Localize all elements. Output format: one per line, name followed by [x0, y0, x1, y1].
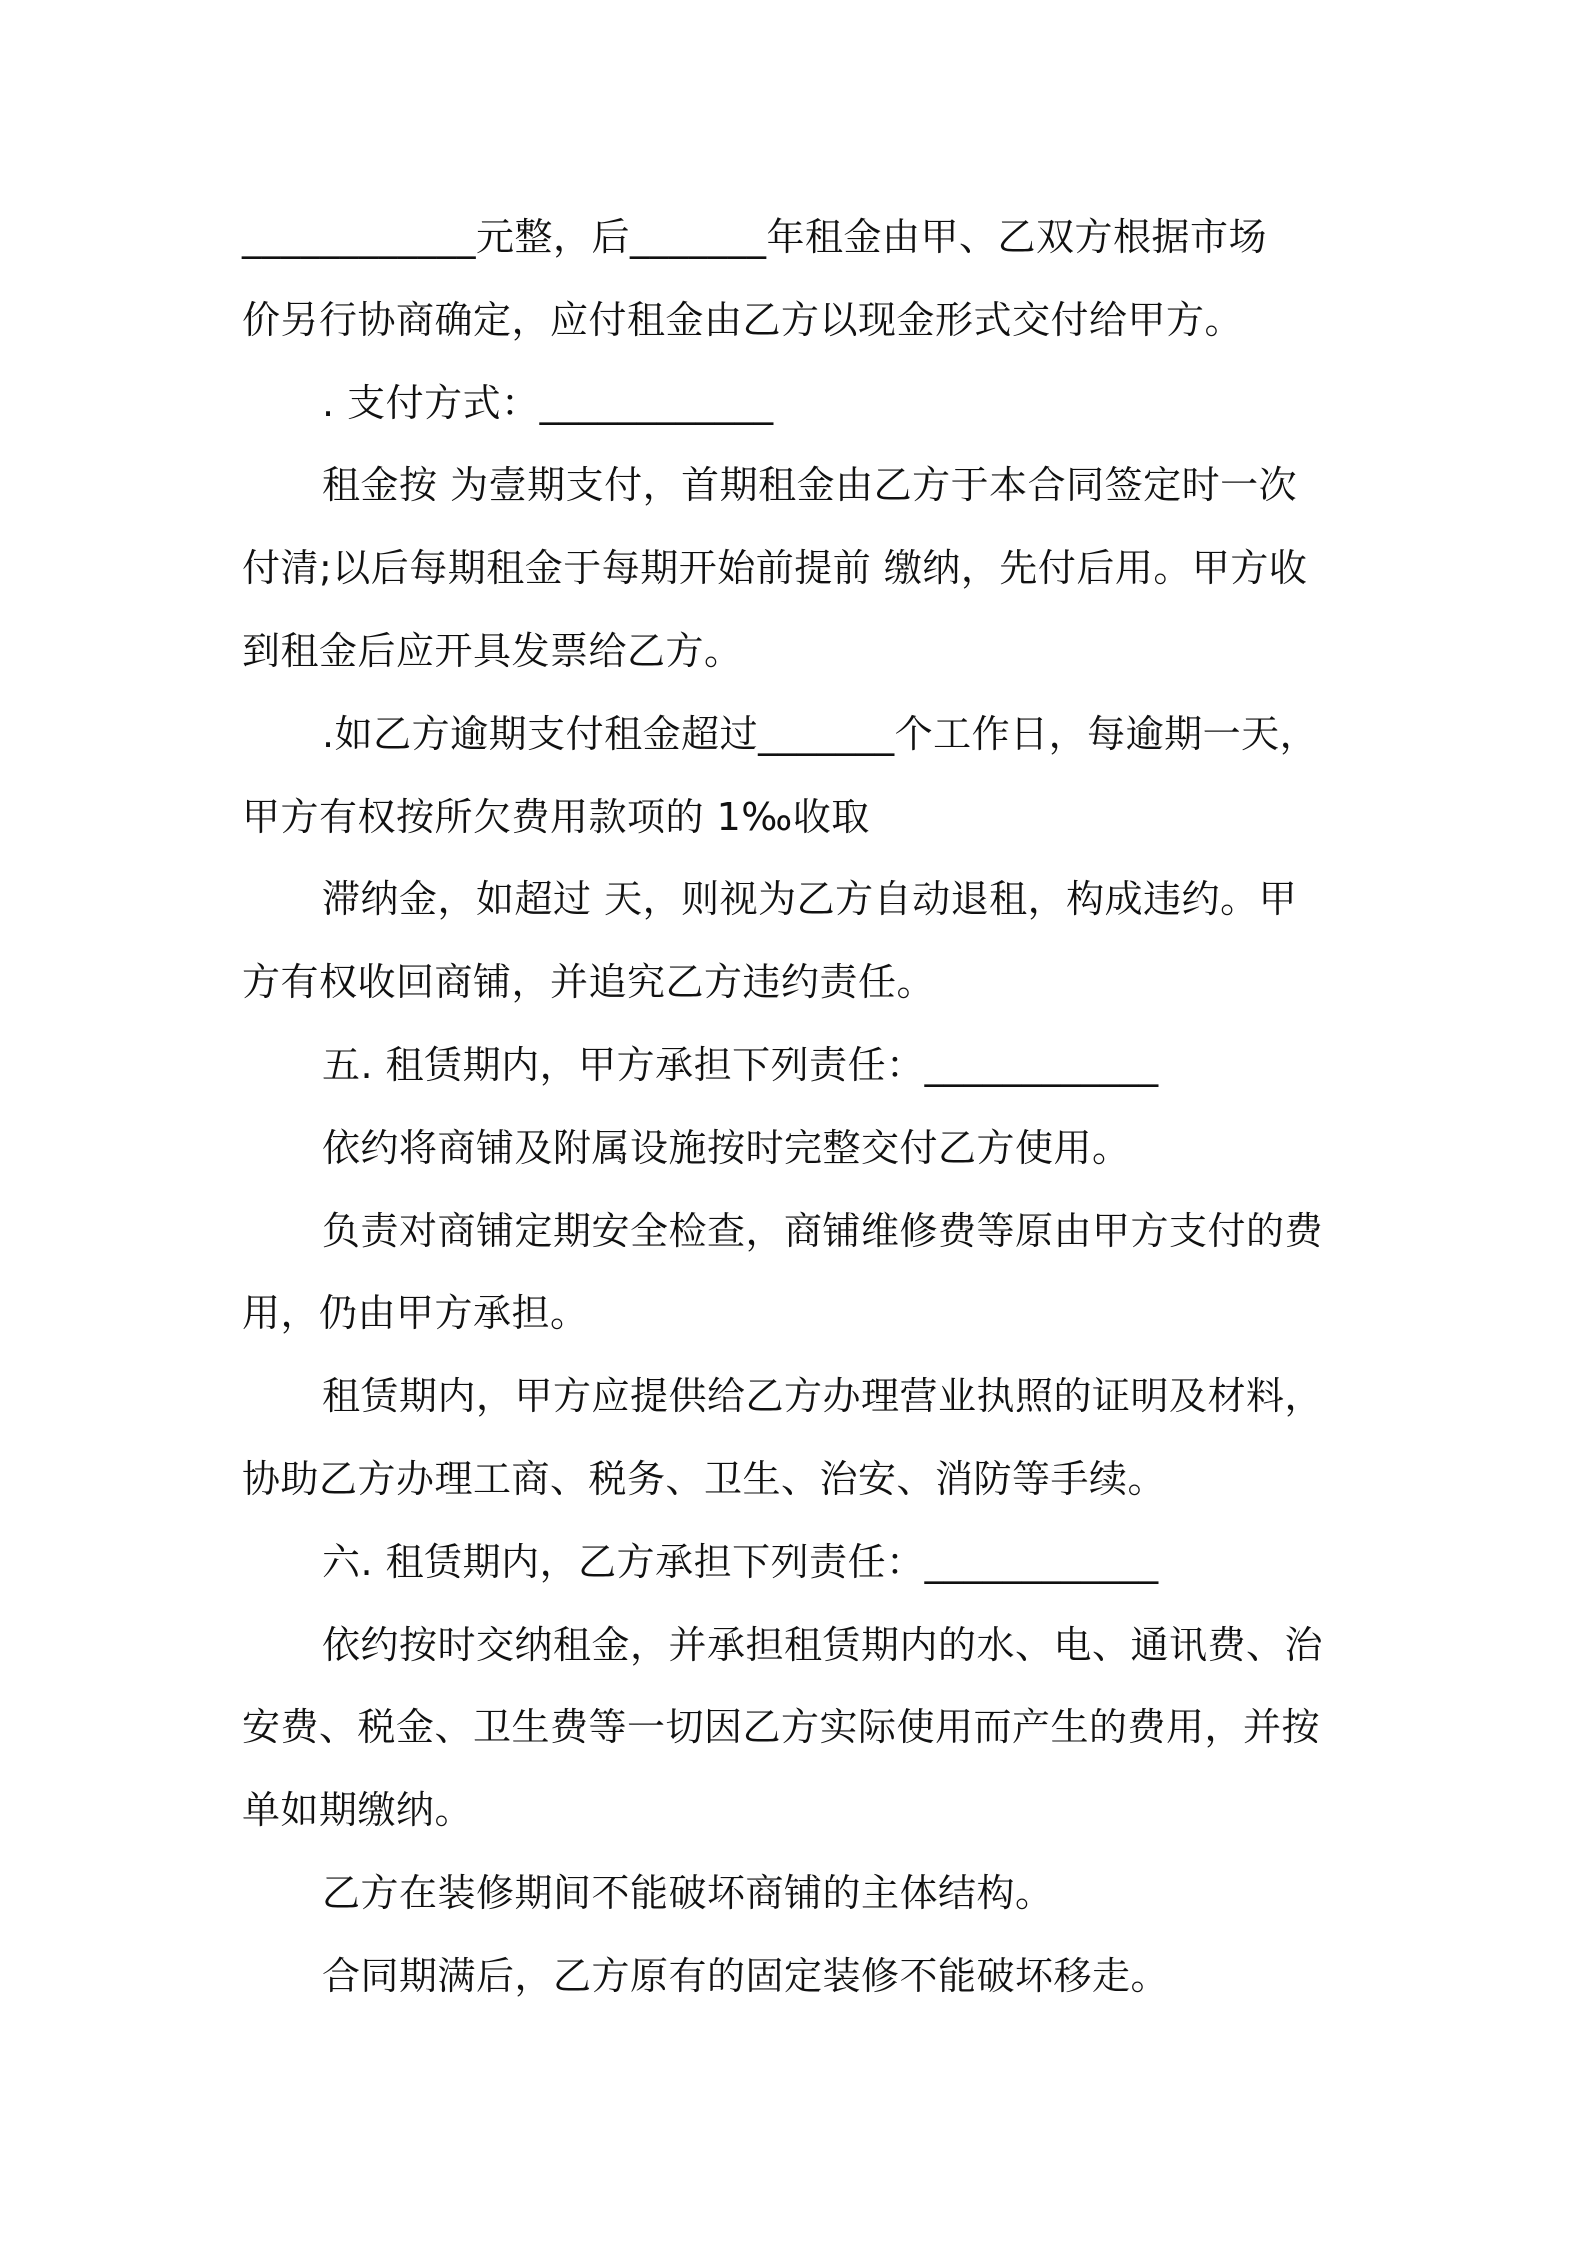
text-line: 付清;以后每期租金于每期开始前提前 缴纳，先付后用。甲方收: [242, 546, 1308, 591]
text-line: 租赁期内，甲方应提供给乙方办理营业执照的证明及材料，: [322, 1374, 1324, 1419]
text-line: 滞纳金，如超过 天，则视为乙方自动退租，构成违约。甲: [322, 877, 1298, 922]
text-line: 租金按 为壹期支付，首期租金由乙方于本合同签定时一次: [322, 463, 1298, 508]
text-line: .如乙方逾期支付租金超过_______个工作日，每逾期一天，: [322, 711, 1319, 756]
text-line: 安费、税金、卫生费等一切因乙方实际使用而产生的费用，并按: [242, 1705, 1321, 1750]
text-line: 甲方有权按所欠费用款项的 1‰收取: [242, 794, 870, 839]
text-line: 合同期满后，乙方原有的固定装修不能破坏移走。: [322, 1953, 1170, 1998]
text-line: 依约将商铺及附属设施按时完整交付乙方使用。: [322, 1125, 1131, 1170]
text-line: 乙方在装修期间不能破坏商铺的主体结构。: [322, 1870, 1054, 1915]
text-line: 依约按时交纳租金，并承担租赁期内的水、电、通讯费、治: [322, 1622, 1324, 1667]
text-line: 五. 租赁期内，甲方承担下列责任：____________: [322, 1042, 1159, 1087]
text-line: 单如期缴纳。: [242, 1788, 474, 1833]
text-line: 方有权收回商铺，并追究乙方违约责任。: [242, 960, 936, 1005]
text-line: 到租金后应开具发票给乙方。: [242, 628, 743, 673]
text-line: . 支付方式：____________: [322, 380, 774, 425]
text-line: 六. 租赁期内，乙方承担下列责任：____________: [322, 1539, 1159, 1584]
text-line: 用，仍由甲方承担。: [242, 1291, 589, 1336]
text-line: ____________元整，后_______年租金由甲、乙双方根据市场: [242, 215, 1268, 259]
text-line: 负责对商铺定期安全检查，商铺维修费等原由甲方支付的费: [322, 1208, 1324, 1253]
document-body: [242, 196, 1352, 2018]
text-line: 协助乙方办理工商、税务、卫生、治安、消防等手续。: [242, 1456, 1167, 1501]
text-line: 价另行协商确定，应付租金由乙方以现金形式交付给甲方。: [242, 297, 1244, 342]
